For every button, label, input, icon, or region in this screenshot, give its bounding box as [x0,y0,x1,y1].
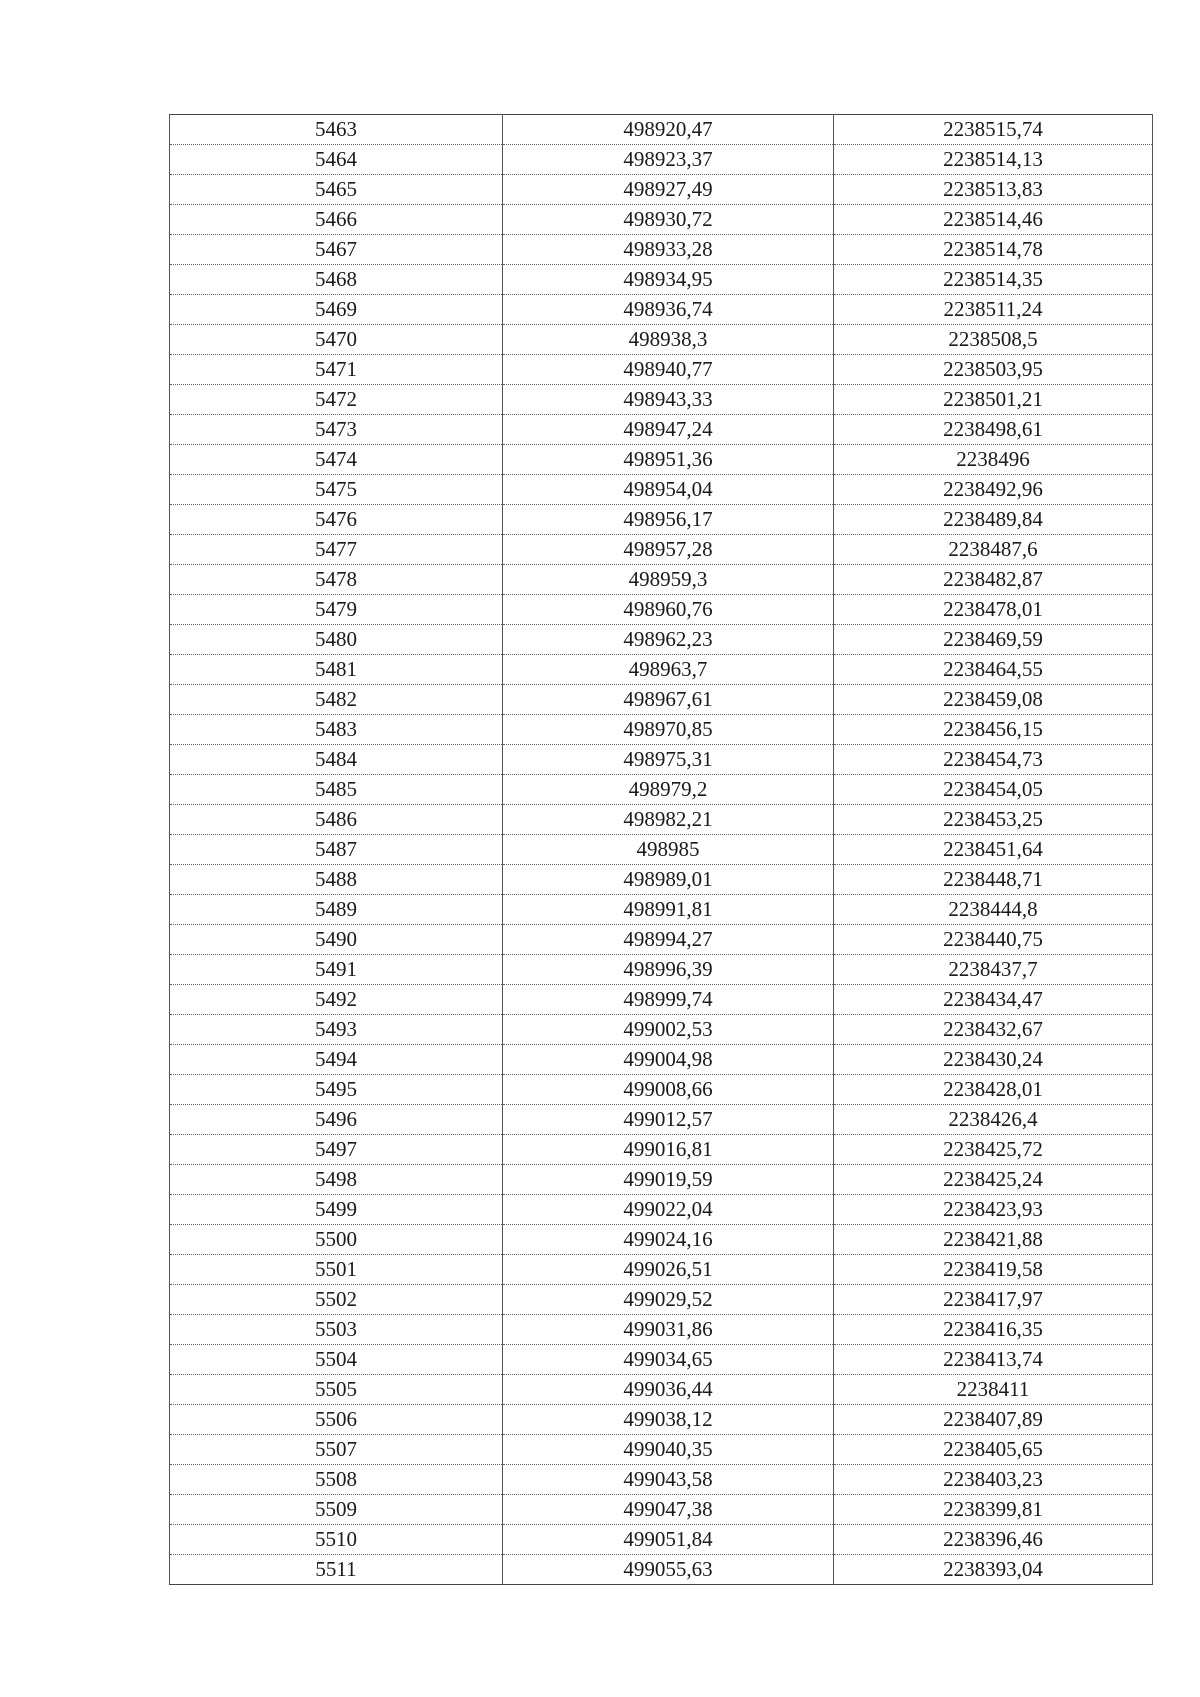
x-coordinate-cell: 498994,27 [503,925,834,955]
point-number-cell: 5502 [170,1285,503,1315]
table-row [170,865,1153,895]
point-number-cell: 5507 [170,1435,503,1465]
table-row [170,415,1153,445]
point-number-cell: 5509 [170,1495,503,1525]
y-coordinate-cell: 2238444,8 [834,895,1153,925]
y-coordinate-cell: 2238454,73 [834,745,1153,775]
y-coordinate-cell: 2238432,67 [834,1015,1153,1045]
coordinates-table-body [170,115,1153,1585]
x-coordinate-cell: 499004,98 [503,1045,834,1075]
y-coordinate-cell: 2238428,01 [834,1075,1153,1105]
y-coordinate-cell: 2238419,58 [834,1255,1153,1285]
table-row [170,1225,1153,1255]
y-coordinate-cell: 2238403,23 [834,1465,1153,1495]
table-row [170,1285,1153,1315]
table-row [170,265,1153,295]
point-number-cell: 5473 [170,415,503,445]
table-row [170,775,1153,805]
point-number-cell: 5500 [170,1225,503,1255]
point-number-cell: 5511 [170,1555,503,1585]
table-row [170,1405,1153,1435]
x-coordinate-cell: 498970,85 [503,715,834,745]
x-coordinate-cell: 498989,01 [503,865,834,895]
table-row [170,1435,1153,1465]
x-coordinate-cell: 499024,16 [503,1225,834,1255]
x-coordinate-cell: 499040,35 [503,1435,834,1465]
table-row [170,115,1153,145]
x-coordinate-cell: 499036,44 [503,1375,834,1405]
point-number-cell: 5487 [170,835,503,865]
table-row [170,1105,1153,1135]
x-coordinate-cell: 498999,74 [503,985,834,1015]
point-number-cell: 5482 [170,685,503,715]
point-number-cell: 5499 [170,1195,503,1225]
point-number-cell: 5503 [170,1315,503,1345]
x-coordinate-cell: 498962,23 [503,625,834,655]
table-row [170,1345,1153,1375]
x-coordinate-cell: 498943,33 [503,385,834,415]
table-row [170,1375,1153,1405]
table-row [170,475,1153,505]
x-coordinate-cell: 498982,21 [503,805,834,835]
x-coordinate-cell: 498940,77 [503,355,834,385]
table-row [170,1045,1153,1075]
y-coordinate-cell: 2238453,25 [834,805,1153,835]
point-number-cell: 5484 [170,745,503,775]
x-coordinate-cell: 498947,24 [503,415,834,445]
x-coordinate-cell: 498920,47 [503,115,834,145]
point-number-cell: 5495 [170,1075,503,1105]
y-coordinate-cell: 2238405,65 [834,1435,1153,1465]
x-coordinate-cell: 498927,49 [503,175,834,205]
y-coordinate-cell: 2238448,71 [834,865,1153,895]
y-coordinate-cell: 2238489,84 [834,505,1153,535]
x-coordinate-cell: 499026,51 [503,1255,834,1285]
x-coordinate-cell: 499031,86 [503,1315,834,1345]
table-row [170,595,1153,625]
y-coordinate-cell: 2238421,88 [834,1225,1153,1255]
point-number-cell: 5498 [170,1165,503,1195]
y-coordinate-cell: 2238426,4 [834,1105,1153,1135]
y-coordinate-cell: 2238478,01 [834,595,1153,625]
y-coordinate-cell: 2238514,46 [834,205,1153,235]
y-coordinate-cell: 2238407,89 [834,1405,1153,1435]
table-row [170,1465,1153,1495]
y-coordinate-cell: 2238416,35 [834,1315,1153,1345]
table-row [170,505,1153,535]
y-coordinate-cell: 2238514,35 [834,265,1153,295]
x-coordinate-cell: 499012,57 [503,1105,834,1135]
point-number-cell: 5510 [170,1525,503,1555]
table-row [170,1555,1153,1585]
x-coordinate-cell: 498996,39 [503,955,834,985]
x-coordinate-cell: 499008,66 [503,1075,834,1105]
x-coordinate-cell: 499029,52 [503,1285,834,1315]
x-coordinate-cell: 498934,95 [503,265,834,295]
y-coordinate-cell: 2238514,78 [834,235,1153,265]
y-coordinate-cell: 2238456,15 [834,715,1153,745]
x-coordinate-cell: 498956,17 [503,505,834,535]
y-coordinate-cell: 2238515,74 [834,115,1153,145]
table-row [170,1075,1153,1105]
point-number-cell: 5489 [170,895,503,925]
point-number-cell: 5474 [170,445,503,475]
point-number-cell: 5464 [170,145,503,175]
table-row [170,1165,1153,1195]
x-coordinate-cell: 498933,28 [503,235,834,265]
y-coordinate-cell: 2238513,83 [834,175,1153,205]
table-row [170,1495,1153,1525]
table-row [170,1195,1153,1225]
table-row [170,895,1153,925]
x-coordinate-cell: 498991,81 [503,895,834,925]
x-coordinate-cell: 499043,58 [503,1465,834,1495]
y-coordinate-cell: 2238508,5 [834,325,1153,355]
point-number-cell: 5476 [170,505,503,535]
y-coordinate-cell: 2238425,72 [834,1135,1153,1165]
table-row [170,685,1153,715]
point-number-cell: 5496 [170,1105,503,1135]
point-number-cell: 5478 [170,565,503,595]
point-number-cell: 5468 [170,265,503,295]
point-number-cell: 5505 [170,1375,503,1405]
y-coordinate-cell: 2238399,81 [834,1495,1153,1525]
table-row [170,1015,1153,1045]
table-row [170,805,1153,835]
x-coordinate-cell: 498979,2 [503,775,834,805]
y-coordinate-cell: 2238425,24 [834,1165,1153,1195]
table-row [170,235,1153,265]
table-row [170,535,1153,565]
y-coordinate-cell: 2238487,6 [834,535,1153,565]
x-coordinate-cell: 498951,36 [503,445,834,475]
point-number-cell: 5492 [170,985,503,1015]
table-row [170,355,1153,385]
x-coordinate-cell: 498954,04 [503,475,834,505]
point-number-cell: 5477 [170,535,503,565]
table-row [170,445,1153,475]
point-number-cell: 5463 [170,115,503,145]
y-coordinate-cell: 2238434,47 [834,985,1153,1015]
table-row [170,715,1153,745]
table-row [170,325,1153,355]
x-coordinate-cell: 498960,76 [503,595,834,625]
x-coordinate-cell: 499038,12 [503,1405,834,1435]
table-row [170,1525,1153,1555]
x-coordinate-cell: 499034,65 [503,1345,834,1375]
y-coordinate-cell: 2238511,24 [834,295,1153,325]
table-row [170,955,1153,985]
y-coordinate-cell: 2238396,46 [834,1525,1153,1555]
point-number-cell: 5471 [170,355,503,385]
point-number-cell: 5470 [170,325,503,355]
point-number-cell: 5481 [170,655,503,685]
point-number-cell: 5479 [170,595,503,625]
point-number-cell: 5485 [170,775,503,805]
table-row [170,655,1153,685]
x-coordinate-cell: 499051,84 [503,1525,834,1555]
point-number-cell: 5488 [170,865,503,895]
table-row [170,985,1153,1015]
point-number-cell: 5469 [170,295,503,325]
table-row [170,205,1153,235]
y-coordinate-cell: 2238459,08 [834,685,1153,715]
y-coordinate-cell: 2238482,87 [834,565,1153,595]
point-number-cell: 5491 [170,955,503,985]
point-number-cell: 5486 [170,805,503,835]
table-row [170,745,1153,775]
x-coordinate-cell: 498930,72 [503,205,834,235]
point-number-cell: 5494 [170,1045,503,1075]
table-row [170,385,1153,415]
x-coordinate-cell: 498957,28 [503,535,834,565]
table-row [170,145,1153,175]
table-row [170,1315,1153,1345]
x-coordinate-cell: 498975,31 [503,745,834,775]
point-number-cell: 5475 [170,475,503,505]
x-coordinate-cell: 499022,04 [503,1195,834,1225]
y-coordinate-cell: 2238430,24 [834,1045,1153,1075]
x-coordinate-cell: 499016,81 [503,1135,834,1165]
y-coordinate-cell: 2238514,13 [834,145,1153,175]
point-number-cell: 5497 [170,1135,503,1165]
point-number-cell: 5504 [170,1345,503,1375]
point-number-cell: 5466 [170,205,503,235]
table-row [170,295,1153,325]
y-coordinate-cell: 2238492,96 [834,475,1153,505]
point-number-cell: 5465 [170,175,503,205]
x-coordinate-cell: 499002,53 [503,1015,834,1045]
y-coordinate-cell: 2238498,61 [834,415,1153,445]
x-coordinate-cell: 499019,59 [503,1165,834,1195]
y-coordinate-cell: 2238413,74 [834,1345,1153,1375]
y-coordinate-cell: 2238496 [834,445,1153,475]
x-coordinate-cell: 499047,38 [503,1495,834,1525]
table-row [170,835,1153,865]
y-coordinate-cell: 2238440,75 [834,925,1153,955]
table-row [170,565,1153,595]
x-coordinate-cell: 498963,7 [503,655,834,685]
point-number-cell: 5493 [170,1015,503,1045]
coordinates-table [169,114,1153,1585]
table-row [170,175,1153,205]
x-coordinate-cell: 498936,74 [503,295,834,325]
point-number-cell: 5472 [170,385,503,415]
point-number-cell: 5467 [170,235,503,265]
y-coordinate-cell: 2238411 [834,1375,1153,1405]
point-number-cell: 5506 [170,1405,503,1435]
point-number-cell: 5483 [170,715,503,745]
table-row [170,1255,1153,1285]
x-coordinate-cell: 498985 [503,835,834,865]
point-number-cell: 5480 [170,625,503,655]
y-coordinate-cell: 2238454,05 [834,775,1153,805]
x-coordinate-cell: 498967,61 [503,685,834,715]
table-row [170,625,1153,655]
y-coordinate-cell: 2238501,21 [834,385,1153,415]
y-coordinate-cell: 2238417,97 [834,1285,1153,1315]
y-coordinate-cell: 2238464,55 [834,655,1153,685]
point-number-cell: 5490 [170,925,503,955]
y-coordinate-cell: 2238503,95 [834,355,1153,385]
x-coordinate-cell: 498959,3 [503,565,834,595]
table-row [170,925,1153,955]
x-coordinate-cell: 498923,37 [503,145,834,175]
x-coordinate-cell: 499055,63 [503,1555,834,1585]
point-number-cell: 5508 [170,1465,503,1495]
x-coordinate-cell: 498938,3 [503,325,834,355]
y-coordinate-cell: 2238393,04 [834,1555,1153,1585]
point-number-cell: 5501 [170,1255,503,1285]
y-coordinate-cell: 2238437,7 [834,955,1153,985]
y-coordinate-cell: 2238469,59 [834,625,1153,655]
y-coordinate-cell: 2238423,93 [834,1195,1153,1225]
table-row [170,1135,1153,1165]
y-coordinate-cell: 2238451,64 [834,835,1153,865]
